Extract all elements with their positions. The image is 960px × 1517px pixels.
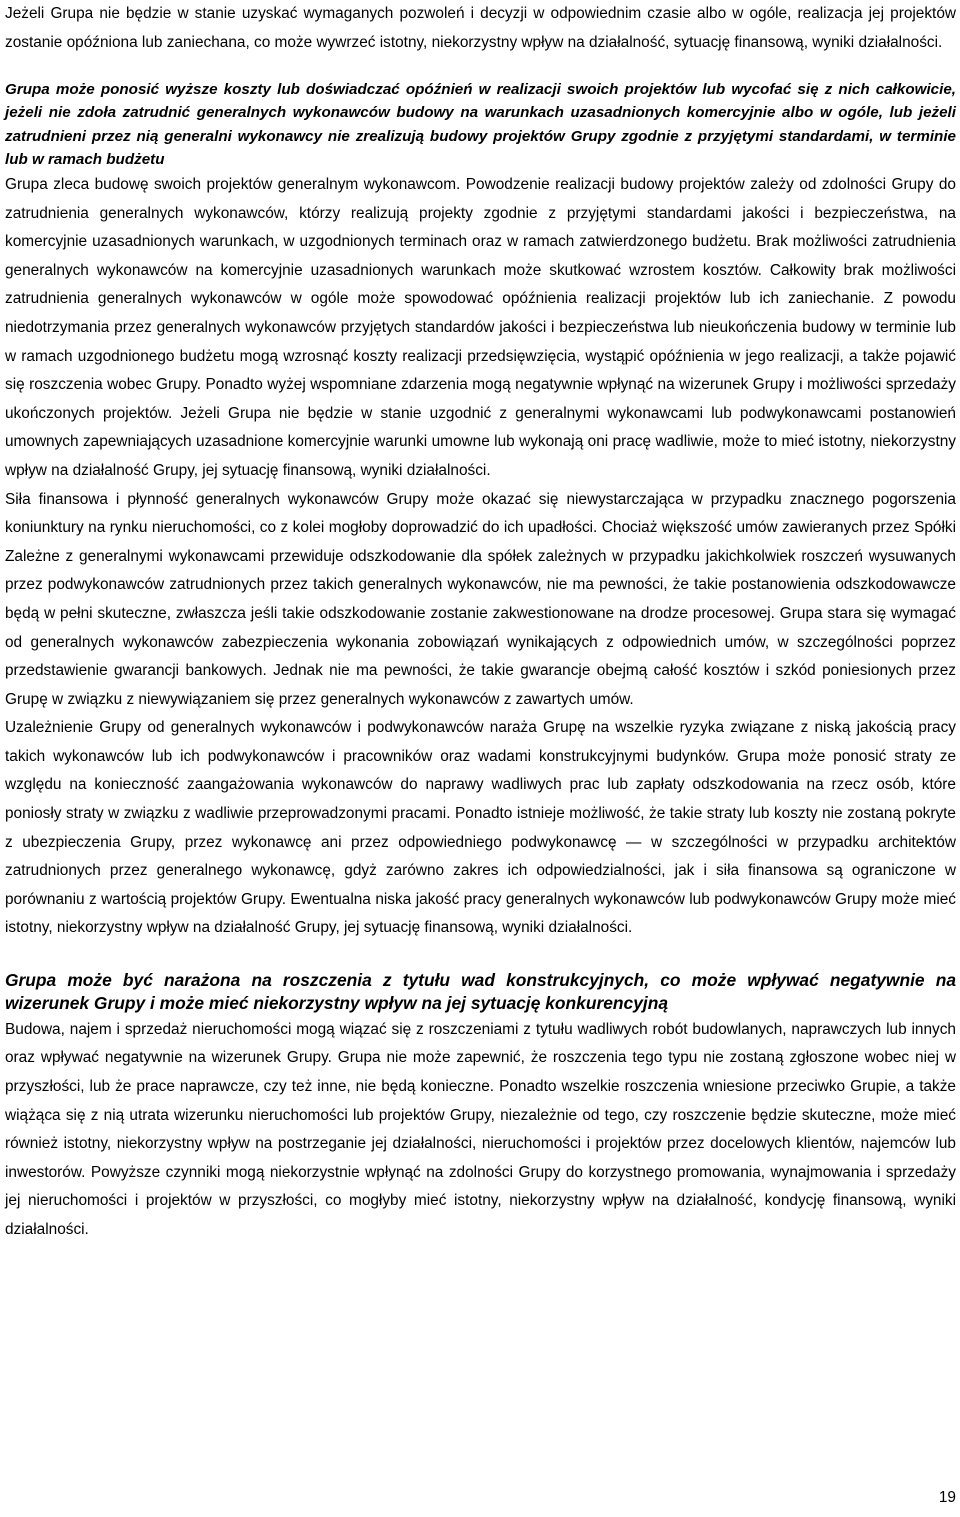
document-page bbox=[5, 0, 956, 1245]
risk-heading-contractors: Grupa może ponosić wyższe koszty lub doświadczać opóźnień w realizacji swoich projektów lub wycofać się z nich całkowicie, jeżeli nie zdoła zatrudnić generalnych wykonawców budowy na warunkach uzasadnionych komercyjnie albo w ogóle, lub jeżeli zatrudnieni przez nią generalni wykonawcy nie zrealizują budowy projektów Grupy zgodnie z przyjętymi standardami, w terminie lub w ramach budżetu bbox=[5, 81, 956, 168]
risk-heading-construction-defects: Grupa może być narażona na roszczenia z tytułu wad konstrukcyjnych, co może wpływać negatywnie na wizerunek Grupy i może mieć niekorzystny wpływ na jej sytuację konkurencyjną bbox=[5, 970, 956, 1014]
paragraph-dependence-on-contractors: Uzależnienie Grupy od generalnych wykonawców i podwykonawców naraża Grupę na wszelkie ryzyka związane z niską jakością pracy takich wykonawców lub ich podwykonawców i pracowników oraz wadami konstrukcyjnymi budynków. Grupa może ponosić straty ze względu na konieczność zaangażowania wykonawców do naprawy wadliwych prac lub zapłaty odszkodowania na rzecz osób, które poniosły straty w związku z wadliwie przeprowadzonymi pracami. Ponadto istnieje możliwość, że takie straty lub koszty nie zostaną pokryte z ubezpieczenia Grupy, przez wykonawcę ani przez odpowiedniego podwykonawcę — w szczególności w przypadku architektów zatrudnionych przez generalnego wykonawcę, gdyż zarówno zakres ich odpowiedzialności, jak i siła finansowa są ograniczone w porównaniu z wartością projektów Grupy. Ewentualna niska jakość pracy generalnych wykonawców lub podwykonawców Grupy może mieć istotny, niekorzystny wpływ na działalność Grupy, jej sytuację finansową, wyniki działalności. bbox=[5, 719, 956, 937]
page-number: 19 bbox=[938, 1489, 956, 1506]
paragraph-contractor-liquidity: Siła finansowa i płynność generalnych wykonawców Grupy może okazać się niewystarczająca w przypadku znacznego pogorszenia koniunktury na rynku nieruchomości, co z kolei mogłoby doprowadzić do ich upadłości. Chociaż większość umów zawieranych przez Spółki Zależne z generalnymi wykonawcami przewiduje odszkodowanie dla spółek zależnych w przypadku jakichkolwiek roszczeń wysuwanych przez podwykonawców zatrudnionych przez takich generalnych wykonawców, nie ma pewności, że takie postanowienia odszkodowawcze będą w pełni skuteczne, zwłaszcza jeśli takie odszkodowanie zostanie zakwestionowane na drodze procesowej. Grupa stara się wymagać od generalnych wykonawców zabezpieczenia wykonania zobowiązań wynikających z odpowiednich umów, w szczególności poprzez przedstawienie gwarancji bankowych. Jednak nie ma pewności, że takie gwarancje obejmą całość kosztów i szkód poniesionych przez Grupę w związku z niewywiązaniem się przez generalnych wykonawców z zawartych umów. bbox=[5, 490, 956, 708]
paragraph-construction-claims: Budowa, najem i sprzedaż nieruchomości mogą wiązać się z roszczeniami z tytułu wadliwych robót budowlanych, naprawczych lub innych oraz wpływać negatywnie na wizerunek Grupy. Grupa nie może zapewnić, że roszczenia tego typu nie zostaną zgłoszone wobec niej w przyszłości, lub że prace naprawcze, czy też inne, nie będą konieczne. Ponadto wszelkie roszczenia wniesione przeciwko Grupie, a także wiążąca się z nią utrata wizerunku nieruchomości lub projektów Grupy, niezależnie od tego, czy roszczenie będzie skuteczne, może mieć również istotny, niekorzystny wpływ na postrzeganie jej działalności, nieruchomości i projektów przez docelowych klientów, najemców lub inwestorów. Powyższe czynniki mogą niekorzystnie wpłynąć na zdolności Grupy do korzystnego promowania, wynajmowania i sprzedaży jej nieruchomości i projektów w przyszłości, co mogłyby mieć istotny, niekorzystny wpływ na działalność, kondycję finansową, wyniki działalności. bbox=[5, 1020, 956, 1238]
paragraph-contractors: Grupa zleca budowę swoich projektów generalnym wykonawcom. Powodzenie realizacji budowy projektów zależy od zdolności Grupy do zatrudnienia generalnych wykonawców, którzy realizują projekty zgodnie z przyjętymi standardami jakości i bezpieczeństwa, na komercyjnie uzasadnionych warunkach, w uzgodnionych terminach oraz w ramach zatwierdzonego budżetu. Brak możliwości zatrudnienia generalnych wykonawców na komercyjnie uzasadnionych warunkach może skutkować wzrostem kosztów. Całkowity brak możliwości zatrudnienia generalnych wykonawców w ogóle może spowodować opóźnienia realizacji projektów lub ich zaniechanie. Z powodu niedotrzymania przez generalnych wykonawców przyjętych standardów jakości i bezpieczeństwa lub nieukończenia budowy w terminie lub w ramach uzgodnionego budżetu mogą wzrosnąć koszty realizacji przedsięwzięcia, wystąpić opóźnienia w jego realizacji, a także pojawić się roszczenia wobec Grupy. Ponadto wyżej wspomniane zdarzenia mogą negatywnie wpłynąć na wizerunek Grupy i możliwości sprzedaży ukończonych projektów. Jeżeli Grupa nie będzie w stanie uzgodnić z generalnymi wykonawcami lub podwykonawcami postanowień umownych zapewniających uzasadnione komercyjnie warunki umowne lub wykonają oni pracę wadliwie, może to mieć istotny, niekorzystny wpływ na działalność Grupy, jej sytuację finansową, wyniki działalności. bbox=[5, 176, 956, 479]
paragraph-permits-risk: Jeżeli Grupa nie będzie w stanie uzyskać wymaganych pozwoleń i decyzji w odpowiednim czasie albo w ogóle, realizacja jej projektów zostanie opóźniona lub zaniechana, co może wywrzeć istotny, niekorzystny wpływ na działalność, sytuację finansową, wyniki działalności. bbox=[5, 5, 956, 51]
